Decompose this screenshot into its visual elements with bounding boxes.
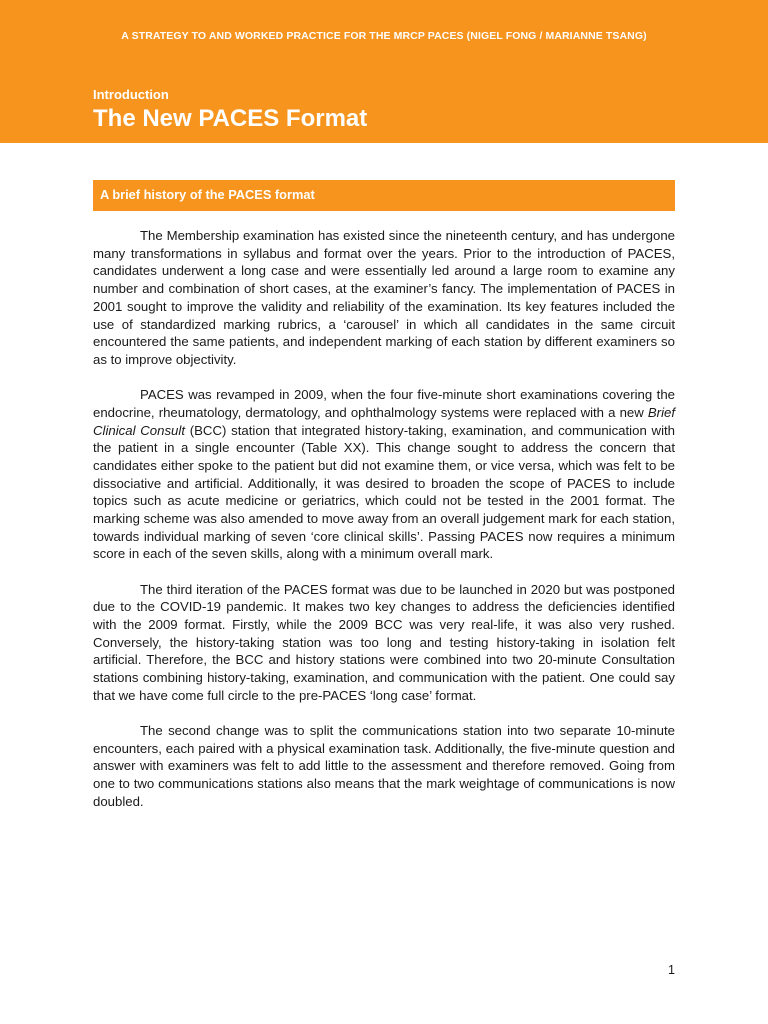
subsection-title: A brief history of the PACES format bbox=[100, 187, 315, 202]
paragraph-2-text-start: PACES was revamped in 2009, when the four five-minute short examinations covering the endocrine, rheumatology, dermatology, and ophthalmology systems were replaced with a new bbox=[93, 387, 675, 420]
header-band bbox=[0, 0, 768, 143]
paragraph-2 bbox=[93, 386, 675, 563]
body-text bbox=[93, 227, 675, 828]
paragraph-2-italic-term: Brief Clinical Consult bbox=[93, 404, 675, 438]
section-label: Introduction bbox=[93, 87, 169, 102]
running-header: A STRATEGY TO AND WORKED PRACTICE FOR THE MRCP PACES (NIGEL FONG / MARIANNE TSANG) bbox=[121, 30, 647, 42]
paragraph-3: The third iteration of the PACES format was due to be launched in 2020 but was postponed due to the COVID-19 pandemic. It makes two key changes to address the deficiencies identified with the 2009 format. Firstly, while the 2009 BCC was very real-life, it was also very rushed. Conversely, the history-taking station was too long and testing history-taking in isolation felt artificial. Therefore, the BCC and history stations were combined into two 20-minute Consultation stations combining history-taking, examination, and communication with the patient. One could say that we have come full circle to the pre-PACES ‘long case’ format. bbox=[93, 581, 675, 703]
paragraph-1: The Membership examination has existed since the nineteenth century, and has undergone many transformations in syllabus and format over the years. Prior to the introduction of PACES, candidates underwent a long case and were essentially led around a large room to examine any number and combination of short cases, at the examiner’s fancy. The implementation of PACES in 2001 sought to improve the validity and reliability of the examination. Its key features included the use of standardized marking rubrics, a ‘carousel’ in which all candidates in the same circuit encountered the same patients, and independent marking of each station by different examiners so as to improve objectivity. bbox=[93, 228, 675, 367]
paragraph-2-text-end: (BCC) station that integrated history-taking, examination, and communication with the patient in a single encounter (Table XX). This change sought to address the concern that candidates either spoke to the patient but did not examine them, or vice versa, which was felt to be dissociative and artificial. Additionally, it was desired to broaden the scope of PACES to include topics such as acute medicine or geriatrics, which could not be tested in the 2001 format. The marking scheme was also amended to move away from an overall judgement mark for each station, towards individual marking of seven ‘core clinical skills’. Passing PACES now requires a minimum score in each of the seven skills, along with a minimum overall mark. bbox=[93, 422, 675, 562]
subsection-heading-bar bbox=[93, 180, 675, 211]
page-number: 1 bbox=[668, 963, 675, 977]
paragraph-4: The second change was to split the communications station into two separate 10-minute encounters, each paired with a physical examination task. Additionally, the five-minute question and answer with examiners was felt to add little to the assessment and therefore removed. Going from one to two communications stations also means that the mark weightage of communications is now doubled. bbox=[93, 723, 675, 809]
page-title: The New PACES Format bbox=[93, 105, 368, 132]
